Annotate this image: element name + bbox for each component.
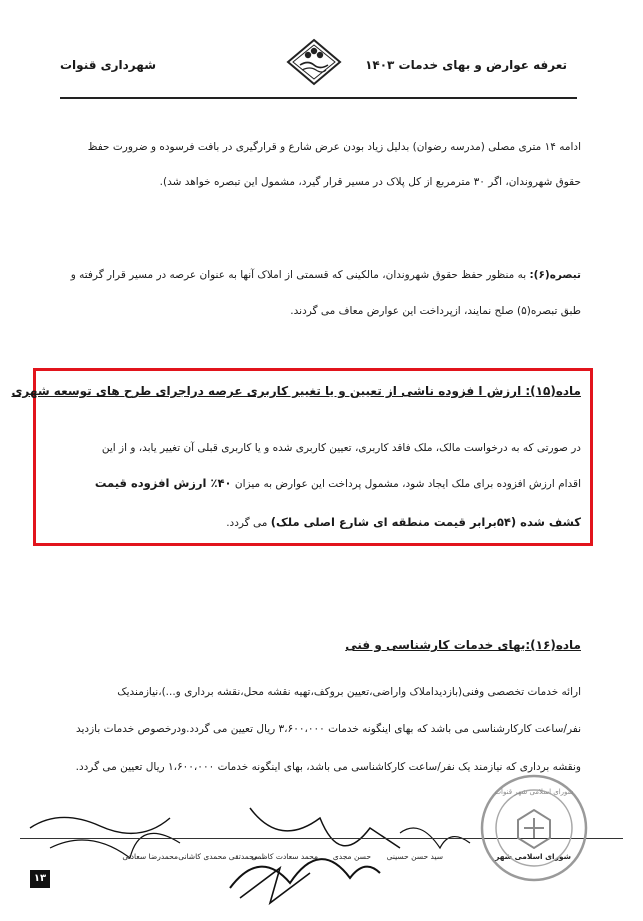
article15-line3-bold: کشف شده (۵۴برابر قیمت منطقه ای شارع اصلی ملک) — [270, 515, 581, 529]
signature-name-3: محمد سعادت کاظمی — [251, 852, 318, 861]
note6-line-1 — [71, 268, 581, 283]
article15-line-2 — [95, 476, 581, 492]
article15-line-1: در صورتی که به درخواست مالک، ملک فاقد کاربری، تعیین کاربری شده و یا کاربری قبلی آن تغییر یابد، و از این — [101, 442, 581, 454]
article16-heading: ماده(۱۶):بهای خدمات کارشناسی و فنی — [345, 638, 581, 652]
council-seal-icon — [478, 772, 590, 884]
signature-council: شورای اسلامی شهر — [495, 852, 571, 861]
seal-text: شورای اسلامی شهر قنوات — [494, 788, 574, 796]
intro-line-2: حقوق شهروندان، اگر ۳۰ مترمربع از کل پلاک در مسیر قرار گیرد، مشمول این تبصره خواهد شد). — [159, 176, 581, 188]
note6-label: تبصره(۶): — [529, 269, 581, 281]
signature-name-5: محمدرضا سعادتی — [122, 852, 178, 861]
signature-name-2: حسن مجدی — [332, 852, 371, 861]
note6-text-1: به منظور حفظ حقوق شهروندان، مالکینی که قسمتی از املاک آنها به عنوان عرصه در مسیر قرار گرفته و — [70, 269, 530, 281]
article15-line2-normal: اقدام ارزش افزوده برای ملک ایجاد شود، مشمول پرداخت این عوارض به میزان — [231, 478, 581, 490]
note6-line-2: طبق تبصره(۵) صلح نمایند، ازپرداخت این عوارض معاف می گردند. — [290, 305, 581, 317]
article16-line-3: ونقشه برداری که نیازمند یک نفر/ساعت کارکاشناسی می باشد، بهای اینگونه خدمات ۱،۶۰۰،۰۰۰ ریال تعیین می گردد. — [75, 761, 581, 773]
article16-line-2: نفر/ساعت کارکارشناسی می باشد که بهای اینگونه خدمات ۳،۶۰۰،۰۰۰ ریال تعیین می گردد.ودرخصوص خدمات بازدید — [75, 723, 581, 735]
article16-line-1: ارائه خدمات تخصصی وفنی(بازدیداملاک واراضی،تعیین بروکف،تهیه نقشه محل،نقشه برداری و...)،نیازمندیک — [117, 686, 581, 698]
handwritten-signatures-icon — [20, 788, 480, 908]
signature-name-4: محمدتقی محمدی کاشانی — [178, 852, 258, 861]
document-title: تعرفه عوارض و بهای خدمات ۱۴۰۳ — [365, 58, 567, 72]
header-divider — [60, 97, 577, 99]
municipality-logo-icon — [286, 38, 342, 86]
municipality-name: شهرداری قنوات — [60, 58, 156, 72]
page-number: ۱۳ — [30, 870, 50, 888]
signature-name-1: سید حسن حسینی — [386, 852, 443, 861]
article15-line2-bold: ۴۰٪ ارزش افزوده قیمت — [94, 476, 232, 490]
article15-heading: ماده(۱۵): ارزش ا فزوده ناشی از تعیین و یا تغییر کاربری عرصه دراجرای طرح های توسعه شهری — [11, 384, 581, 398]
article15-line-3 — [226, 515, 581, 531]
article15-line3-normal: می گردد. — [226, 517, 271, 529]
intro-line-1: ادامه ۱۴ متری مصلی (مدرسه رضوان) بدلیل زیاد بودن عرض شارع و قرارگیری در بافت فرسوده و ضرورت حفظ — [87, 141, 581, 153]
